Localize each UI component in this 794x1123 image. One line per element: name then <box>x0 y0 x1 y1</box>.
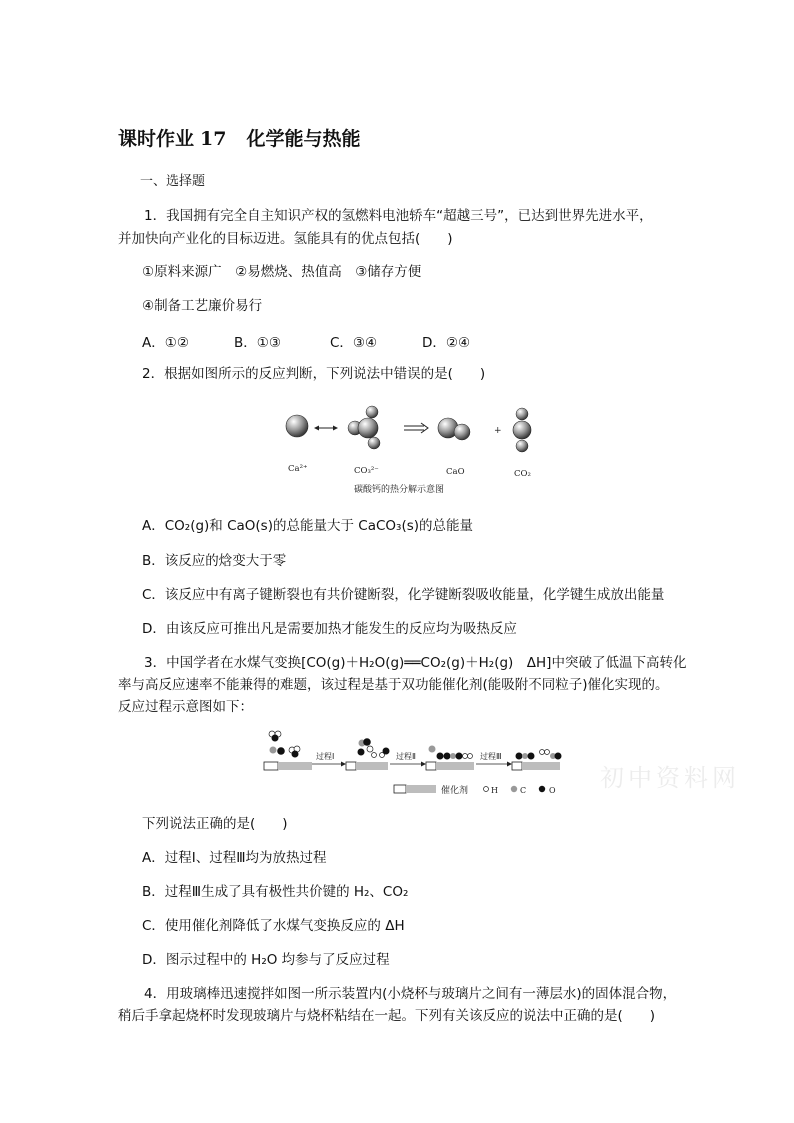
carbonate-o-bottom <box>368 437 380 449</box>
label-carbonate: CO₃²⁻ <box>354 466 379 476</box>
q3-option-c: C．使用催化剂降低了水煤气变换反应的 ΔH <box>142 918 405 934</box>
q3-stem: 下列说法正确的是( ) <box>142 816 288 832</box>
carbonate-o-top <box>366 406 378 418</box>
q2-option-d: D．由该反应可推出凡是需要加热才能发生的反应均为吸热反应 <box>142 621 517 637</box>
page-title <box>118 124 360 151</box>
water-gas-shift-process-diagram <box>262 728 568 798</box>
legend-c-swatch <box>511 786 517 792</box>
q2-stem: 2．根据如图所示的反应判断，下列说法中错误的是( ) <box>142 366 486 382</box>
q3-option-a: A．过程Ⅰ、过程Ⅲ均为放热过程 <box>142 850 327 866</box>
q3-line1: 3．中国学者在水煤气变换[CO(g)＋H₂O(g)══CO₂(g)＋H₂(g) ΔH]中突破了低温下高转化 <box>144 655 687 671</box>
legend-c-label: C <box>520 786 527 795</box>
q2-option-c: C．该反应中有离子键断裂也有共价键断裂，化学键断裂吸收能量，化学键生成放出能量 <box>142 587 665 603</box>
co2-o-bottom <box>516 440 528 452</box>
catalyst-2 <box>356 762 388 770</box>
q4-line2: 稍后手拿起烧杯时发现玻璃片与烧杯粘结在一起。下列有关该反应的说法中正确的是( ) <box>118 1008 656 1024</box>
q1-line1: 1．我国拥有完全自主知识产权的氢燃料电池轿车“超越三号”，已达到世界先进水平， <box>144 208 653 224</box>
reaction-arrow <box>421 423 428 433</box>
q2-option-b: B．该反应的焓变大于零 <box>142 553 287 569</box>
title-number: 17 <box>200 128 227 150</box>
legend-h-label: H <box>491 786 498 795</box>
title-prefix: 课时作业 <box>118 128 195 150</box>
legend-catalyst-label: 催化剂 <box>441 786 469 796</box>
q3-line2: 率与高反应速率不能兼得的难题，该过程是基于双功能催化剂(能吸附不同粒子)催化实现的。 <box>118 677 669 693</box>
q2-figure <box>276 400 546 500</box>
q1-option-a: A．①② <box>142 335 189 351</box>
q1-items-1: ①原料来源广 ②易燃烧、热值高 ③储存方便 <box>142 264 422 280</box>
q1-items-2: ④制备工艺廉价易行 <box>142 298 263 314</box>
catalyst-4 <box>522 762 560 770</box>
process-2-label: 过程Ⅱ <box>396 752 416 761</box>
legend-catalyst-swatch <box>394 785 406 793</box>
q1-line2: 并加快向产业化的目标迈进。氢能具有的优点包括( ) <box>118 231 453 247</box>
q3-line3: 反应过程示意图如下： <box>118 699 253 715</box>
process-3-label: 过程Ⅲ <box>480 752 502 761</box>
catalyst-1 <box>278 762 312 770</box>
q1-option-b: B．①③ <box>234 335 281 351</box>
figure-caption: 碳酸钙的热分解示意图 <box>354 485 445 495</box>
carbonate-c <box>358 418 378 438</box>
q3-option-d: D．图示过程中的 H₂O 均参与了反应过程 <box>142 952 390 968</box>
co2-c-ball <box>513 421 531 439</box>
label-ca-ion: Ca²⁺ <box>288 464 308 474</box>
watermark: 初中资料网 <box>600 764 740 792</box>
legend-o-label: O <box>549 786 556 795</box>
process-1-label: 过程Ⅰ <box>316 752 335 761</box>
label-co2: CO₂ <box>514 469 531 479</box>
q3-option-b: B．过程Ⅲ生成了具有极性共价键的 H₂、CO₂ <box>142 884 409 900</box>
legend-h-swatch <box>484 787 489 792</box>
ca-ion-ball <box>286 415 308 437</box>
q4-line1: 4．用玻璃棒迅速搅拌如图一所示装置内(小烧杯与玻璃片之间有一薄层水)的固体混合物， <box>144 986 677 1002</box>
label-cao: CaO <box>446 467 465 477</box>
section-heading: 一、选择题 <box>140 174 206 189</box>
cao-o-ball <box>454 424 470 440</box>
co2-o-top <box>516 408 528 420</box>
catalyst-3 <box>436 762 474 770</box>
q1-option-d: D．②④ <box>422 335 471 351</box>
plus-sign: + <box>494 426 502 436</box>
caco3-decomposition-diagram <box>276 400 546 500</box>
q3-figure <box>262 728 568 798</box>
q1-option-c: C．③④ <box>330 335 378 351</box>
legend-o-swatch <box>539 786 545 792</box>
title-name: 化学能与热能 <box>246 128 361 150</box>
q2-option-a: A．CO₂(g)和 CaO(s)的总能量大于 CaCO₃(s)的总能量 <box>142 518 474 534</box>
